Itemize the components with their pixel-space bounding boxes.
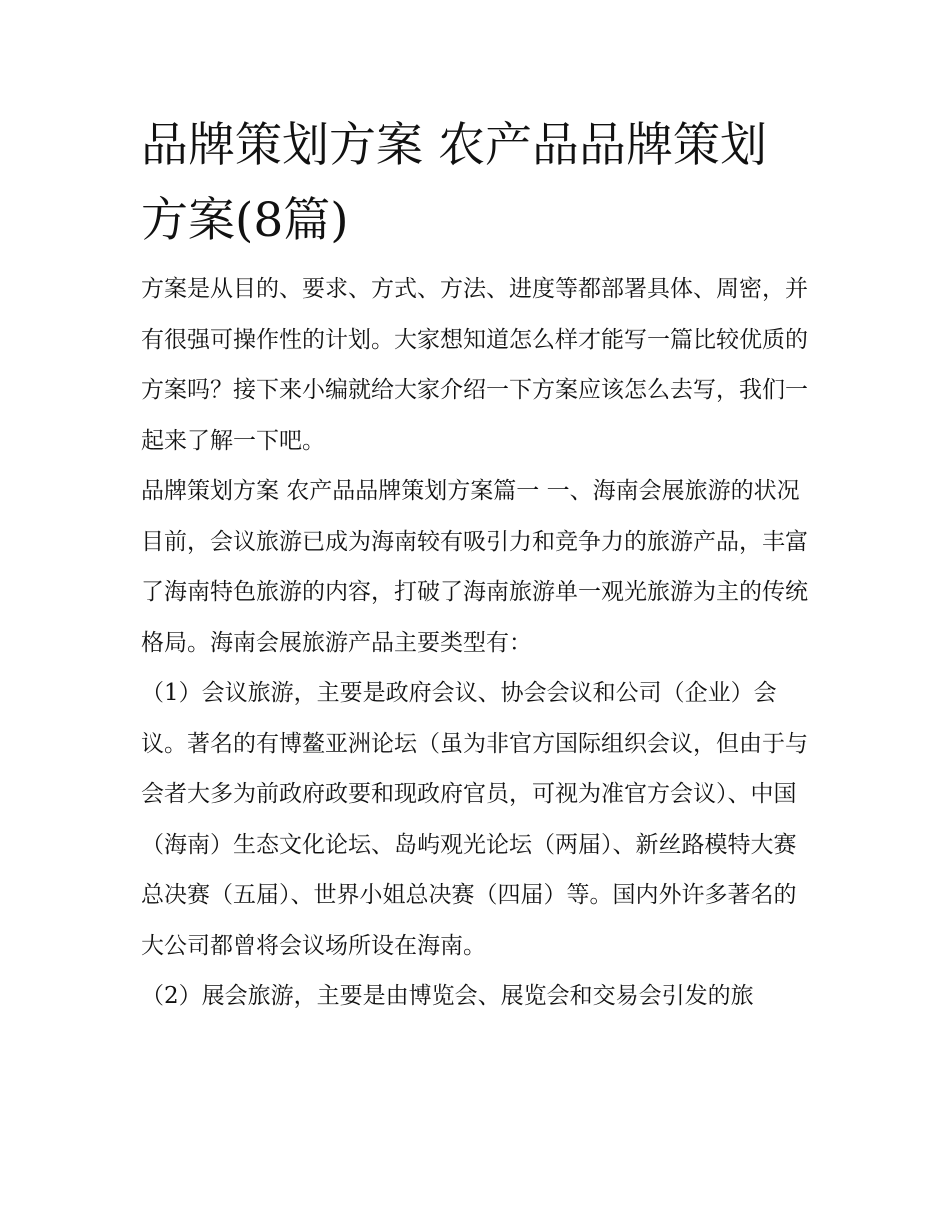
paragraph-section-heading: 品牌策划方案 农产品品牌策划方案篇一 一、海南会展旅游的状况 xyxy=(141,478,800,504)
paragraph-intro: 方案是从目的、要求、方式、方法、进度等都部署具体、周密，并有很强可操作性的计划。大家想知道怎么样才能写一篇比较优质的方案吗？接下来小编就给大家介绍一下方案应该怎么去写，我们一起来了解一下吧。 xyxy=(141,276,808,454)
document-content xyxy=(141,108,821,1022)
paragraph-current-status: 目前，会议旅游已成为海南较有吸引力和竞争力的旅游产品，丰富了海南特色旅游的内容，打破了海南旅游单一观光旅游为主的传统格局。海南会展旅游产品主要类型有： xyxy=(141,528,808,656)
paragraph-exhibition-tourism: （2）展会旅游，主要是由博览会、展览会和交易会引发的旅 xyxy=(141,983,754,1009)
document-body xyxy=(141,264,813,1022)
document-title: 品牌策划方案 农产品品牌策划方案(8篇) xyxy=(141,118,767,248)
paragraph-conference-tourism: （1）会议旅游，主要是政府会议、协会会议和公司（企业）会议。著名的有博鳌亚洲论坛（虽为非官方国际组织会议，但由于与会者大多为前政府政要和现政府官员，可视为准官方会议）、中国（海南）生态文化论坛、岛屿观光论坛（两届）、新丝路模特大赛总决赛（五届）、世界小姐总决赛（四届）等。国内外许多著名的大公司都曾将会议场所设在海南。 xyxy=(141,680,808,959)
